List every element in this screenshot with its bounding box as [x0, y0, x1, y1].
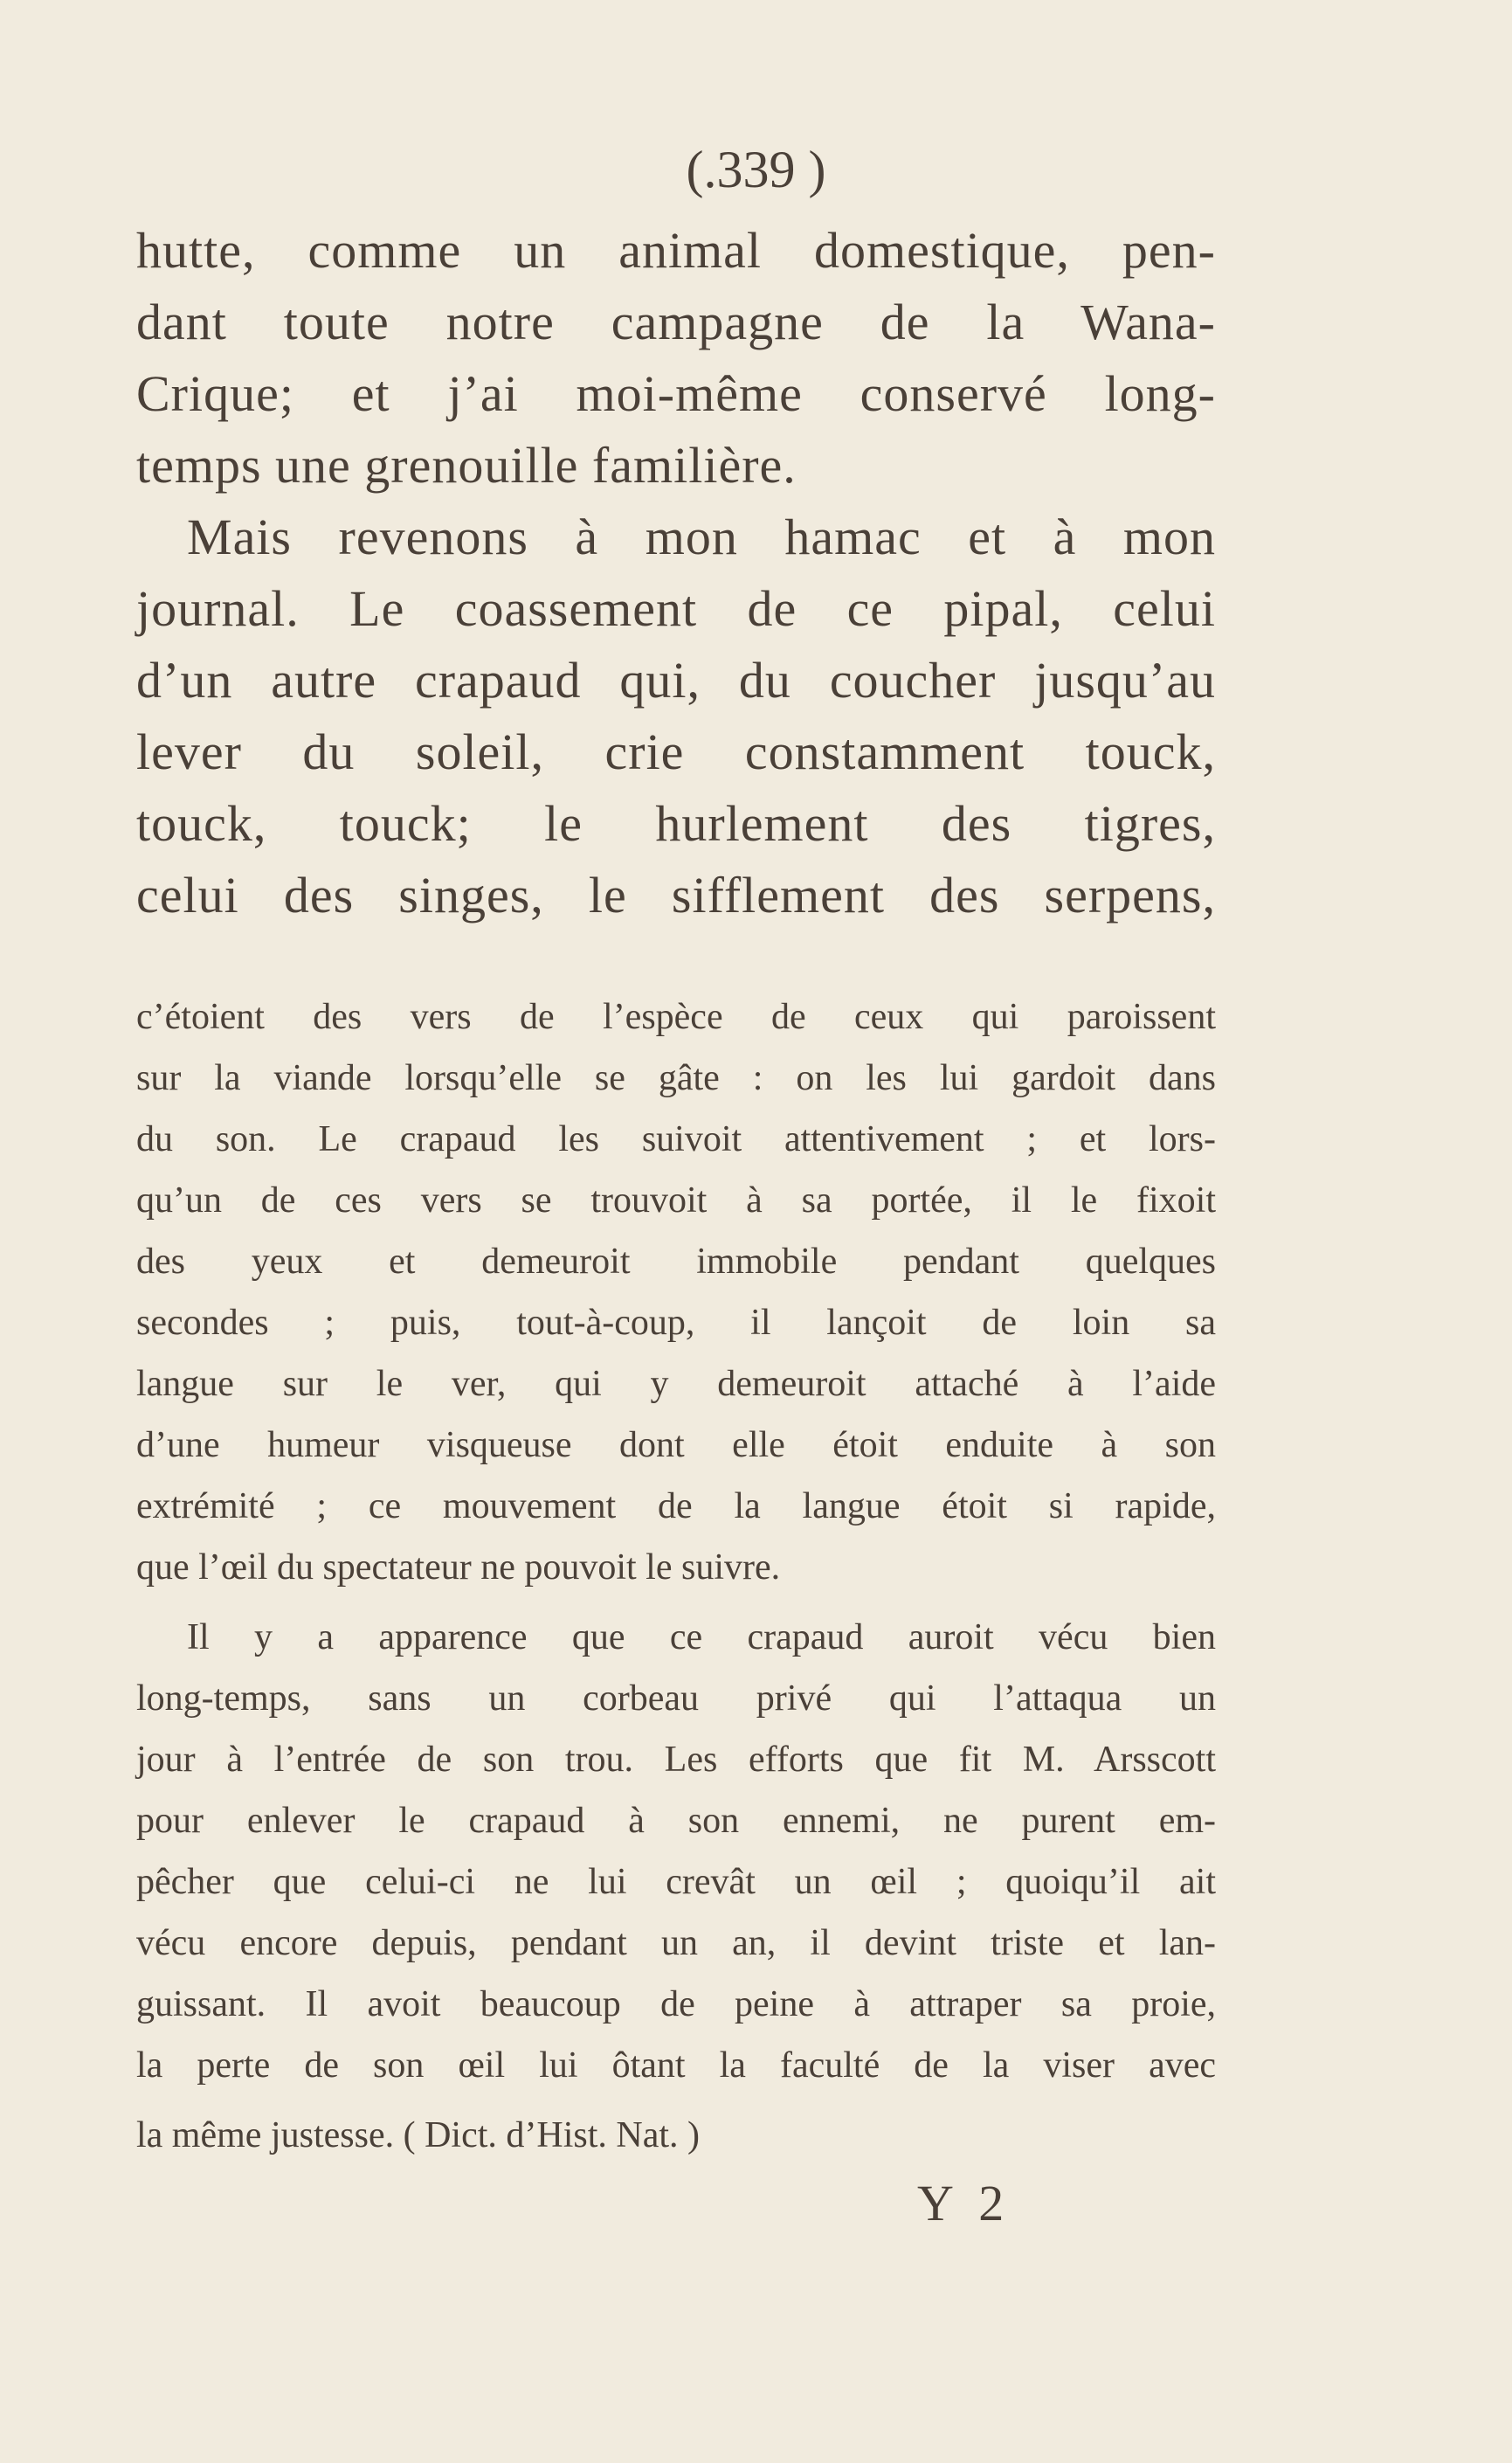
note-line: vécu encore depuis, pendant un an, il devint triste et lan- [136, 1923, 1216, 1963]
body-line: Mais revenons à mon hamac et à mon [187, 509, 1216, 565]
note-line: langue sur le ver, qui y demeuroit attaché à l’aide [136, 1364, 1216, 1404]
body-line: lever du soleil, crie constamment touck, [136, 723, 1216, 780]
body-line: Crique; et j’ai moi-même conservé long- [136, 365, 1216, 422]
page-number: (.339 ) [686, 141, 826, 198]
note-line: pêcher que celui-ci ne lui crevât un œil ; quoiqu’il ait [136, 1862, 1216, 1902]
note-line: la même justesse. ( Dict. d’Hist. Nat. ) [136, 2115, 701, 2155]
body-line: d’un autre crapaud qui, du coucher jusqu’au [136, 652, 1216, 709]
note-line: c’étoient des vers de l’espèce de ceux qui paroissent [136, 997, 1216, 1037]
note-line: sur la viande lorsqu’elle se gâte : on les lui gardoit dans [136, 1058, 1216, 1098]
note-line: la perte de son œil lui ôtant la faculté de la viser avec [136, 2045, 1216, 2086]
note-line: extrémité ; ce mouvement de la langue étoit si rapide, [136, 1486, 1216, 1526]
note-line: du son. Le crapaud les suivoit attentivement ; et lors- [136, 1119, 1216, 1159]
note-line: jour à l’entrée de son trou. Les efforts que fit M. Arsscott [136, 1740, 1216, 1780]
note-line: d’une humeur visqueuse dont elle étoit enduite à son [136, 1425, 1216, 1465]
note-line: guissant. Il avoit beaucoup de peine à attraper sa proie, [136, 1984, 1216, 2024]
body-line: celui des singes, le sifflement des serpens, [136, 867, 1216, 924]
note-line: des yeux et demeuroit immobile pendant quelques [136, 1242, 1216, 1282]
signature-mark: Y 2 [917, 2175, 1011, 2231]
note-line: qu’un de ces vers se trouvoit à sa portée, il le fixoit [136, 1180, 1216, 1221]
note-line: que l’œil du spectateur ne pouvoit le suivre. [136, 1547, 781, 1588]
body-line: touck, touck; le hurlement des tigres, [136, 795, 1216, 852]
note-line: Il y a apparence que ce crapaud auroit vécu bien [187, 1617, 1216, 1657]
body-line: journal. Le coassement de ce pipal, celui [136, 580, 1216, 637]
body-line: temps une grenouille familière. [136, 437, 797, 494]
body-line: hutte, comme un animal domestique, pen- [136, 222, 1216, 279]
body-line: dant toute notre campagne de la Wana- [136, 294, 1216, 350]
note-line: long-temps, sans un corbeau privé qui l’attaqua un [136, 1678, 1216, 1719]
note-line: secondes ; puis, tout-à-coup, il lançoit de loin sa [136, 1303, 1216, 1343]
note-line: pour enlever le crapaud à son ennemi, ne purent em- [136, 1801, 1216, 1841]
